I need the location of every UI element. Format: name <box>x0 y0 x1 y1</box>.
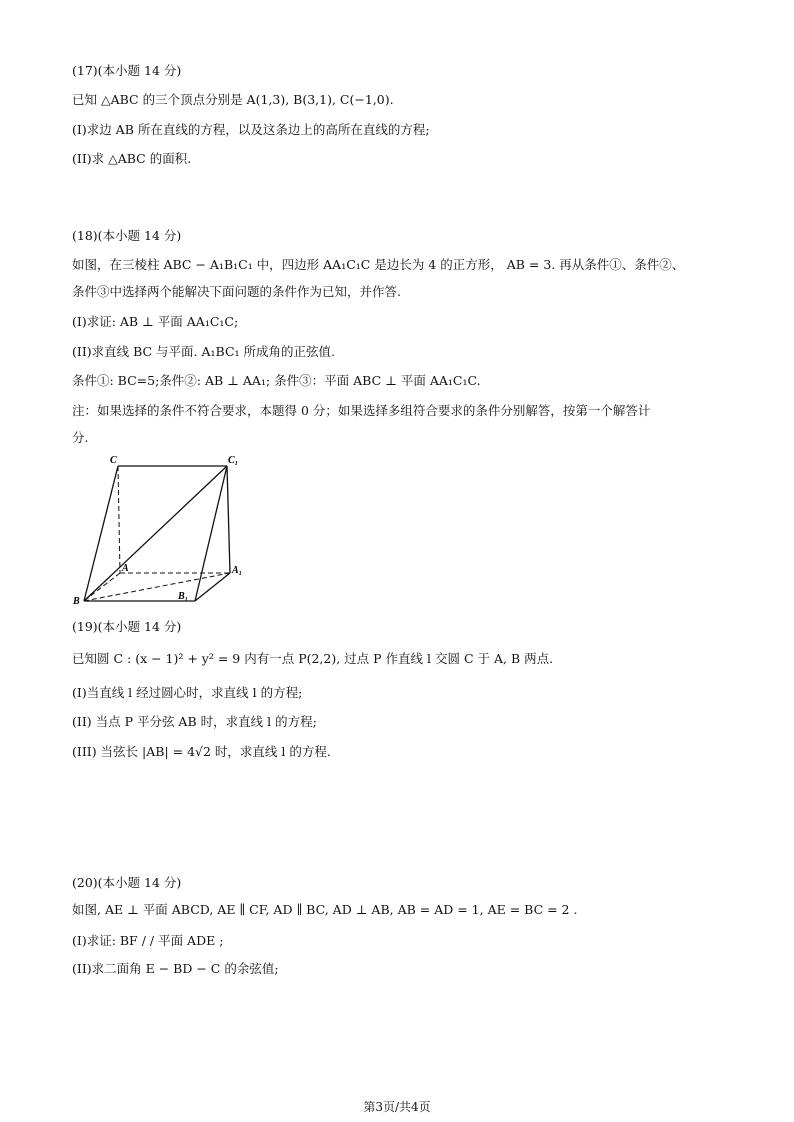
q19-header: (19)(本小题 14 分) <box>72 619 182 634</box>
q18-conditions: 条件①: BC=5;条件②: AB ⊥ AA₁; 条件③：平面 ABC ⊥ 平面 AA₁C₁C. <box>72 373 481 388</box>
q18-note-line1: 注：如果选择的条件不符合要求，本题得 0 分；如果选择多组符合要求的条件分别解答，按第一个解答计 <box>72 403 651 418</box>
q20-stem: 如图, AE ⊥ 平面 ABCD, AE ∥ CF, AD ∥ BC, AD ⊥ AB, AB = AD = 1, AE = BC = 2 . <box>72 902 578 917</box>
prism-figure <box>70 452 250 612</box>
label-A1: A₁ <box>232 565 243 576</box>
q17-header: (17)(本小题 14 分) <box>72 63 182 78</box>
q20-header: (20)(本小题 14 分) <box>72 875 182 890</box>
q18-part2: (II)求直线 BC 与平面. A₁BC₁ 所成角的正弦值. <box>72 344 335 359</box>
q19-stem: 已知圆 C : (x − 1)² + y² = 9 内有一点 P(2,2), 过点 P 作直线 l 交圆 C 于 A, B 两点. <box>72 651 554 666</box>
q18-stem-line1: 如图，在三棱柱 ABC − A₁B₁C₁ 中，四边形 AA₁C₁C 是边长为 4 的正方形， AB = 3. 再从条件①、条件②、 <box>72 257 685 272</box>
label-A: A <box>122 563 129 574</box>
edge-C1-A1 <box>227 466 230 573</box>
q20-part1: (I)求证: BF / / 平面 ADE ; <box>72 933 224 948</box>
q18-header: (18)(本小题 14 分) <box>72 228 182 243</box>
label-B1: B₁ <box>178 591 189 602</box>
prism-diagram <box>70 452 250 612</box>
edge-C-A <box>118 466 120 573</box>
label-C: C <box>110 455 117 466</box>
edge-C1-B1 <box>195 466 227 601</box>
edge-C-B <box>84 466 118 601</box>
edge-C1-B <box>84 466 227 601</box>
q20-part2: (II)求二面角 E − BD − C 的余弦值; <box>72 961 279 976</box>
label-C1: C₁ <box>228 455 239 466</box>
label-B: B <box>73 596 80 607</box>
q18-part1: (I)求证: AB ⊥ 平面 AA₁C₁C; <box>72 314 239 329</box>
q19-part3: (III) 当弦长 |AB| = 4√2 时，求直线 l 的方程. <box>72 744 331 759</box>
q19-part1: (I)当直线 l 经过圆心时，求直线 l 的方程; <box>72 685 303 700</box>
q17-part2: (II)求 △ABC 的面积. <box>72 151 192 166</box>
q19-part2: (II) 当点 P 平分弦 AB 时，求直线 l 的方程; <box>72 714 317 729</box>
q18-note-line2: 分. <box>72 430 89 445</box>
q18-stem-line2: 条件③中选择两个能解决下面问题的条件作为已知，并作答. <box>72 284 401 299</box>
q17-part1: (I)求边 AB 所在直线的方程，以及这条边上的高所在直线的方程; <box>72 122 430 137</box>
edge-B-A1 <box>84 573 230 601</box>
q17-stem: 已知 △ABC 的三个顶点分别是 A(1,3), B(3,1), C(−1,0). <box>72 92 394 107</box>
page-number: 第3页/共4页 <box>363 1100 431 1114</box>
